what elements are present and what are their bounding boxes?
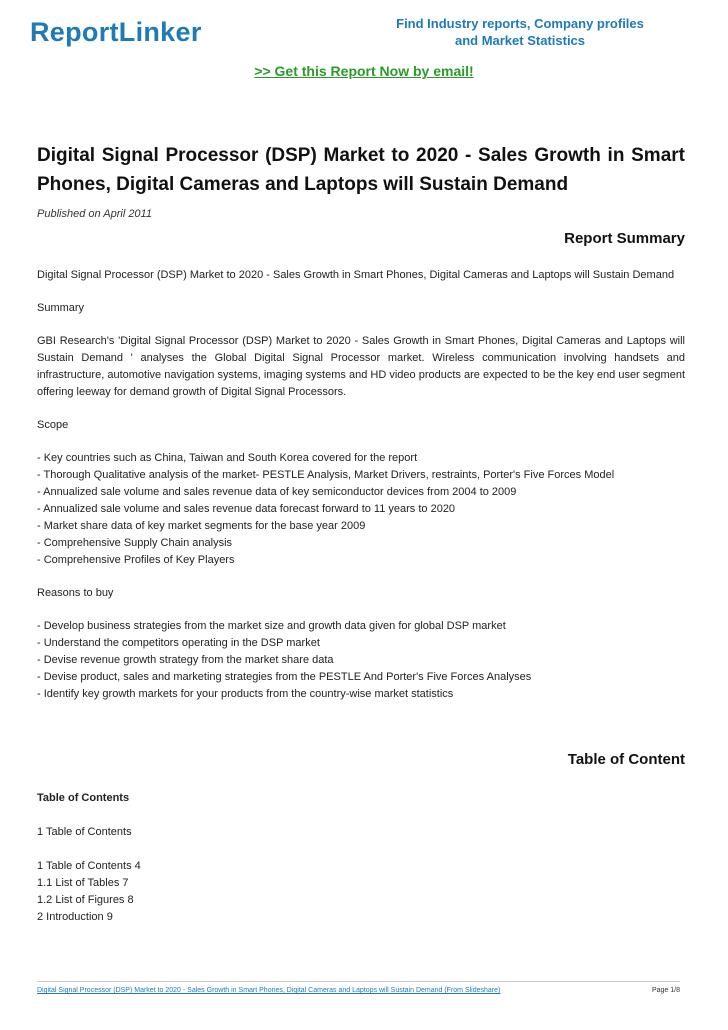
reasons-label: Reasons to buy (37, 587, 114, 599)
table-of-content-heading: Table of Content (567, 751, 685, 768)
list-item: - Market share data of key market segments for the base year 2009 (37, 520, 366, 532)
list-item: - Thorough Qualitative analysis of the market- PESTLE Analysis, Market Drivers, restraints, Porter's Five Forces Model (37, 469, 615, 481)
summary-intro: Digital Signal Processor (DSP) Market to 2020 - Sales Growth in Smart Phones, Digital Cameras and Laptops will Sustain Demand (37, 269, 675, 281)
toc-line-1: 1 Table of Contents (37, 826, 132, 838)
page-number: Page 1/8 (651, 987, 680, 994)
footer-source-link[interactable]: Digital Signal Processor (DSP) Market to 2020 - Sales Growth in Smart Phones, Digital Cameras and Laptops will Sustain Demand (From Slideshare) (37, 987, 501, 994)
list-item: - Understand the competitors operating in the DSP market (37, 637, 320, 649)
tagline-line-1: Find Industry reports, Company profiles (396, 16, 644, 31)
page-footer (37, 981, 680, 994)
list-item: - Devise product, sales and marketing strategies from the PESTLE And Porter's Five Forces Analyses (37, 671, 532, 683)
published-date: Published on April 2011 (37, 208, 152, 220)
toc-item: 1.2 List of Figures 8 (37, 894, 134, 906)
get-report-link[interactable]: >> Get this Report Now by email! (254, 63, 474, 79)
reasons-list (37, 618, 685, 703)
report-title: Digital Signal Processor (DSP) Market to 2020 - Sales Growth in Smart Phones, Digital Cameras and Laptops will Sustain Demand (37, 145, 685, 195)
list-item: - Annualized sale volume and sales revenue data of key semiconductor devices from 2004 to 2009 (37, 486, 517, 498)
reportlinker-logo[interactable]: ReportLinker (30, 17, 202, 47)
tagline-line-2: and Market Statistics (454, 33, 586, 48)
list-item: - Develop business strategies from the market size and growth data given for global DSP market (37, 620, 506, 632)
toc-item: 1.1 List of Tables 7 (37, 877, 129, 889)
toc-item: 2 Introduction 9 (37, 911, 113, 923)
header-tagline (370, 15, 670, 49)
list-item: - Key countries such as China, Taiwan and South Korea covered for the report (37, 452, 418, 464)
scope-label: Scope (37, 419, 69, 431)
list-item: - Comprehensive Profiles of Key Players (37, 554, 235, 566)
summary-label: Summary (37, 302, 85, 314)
summary-text: GBI Research's 'Digital Signal Processor (DSP) Market to 2020 - Sales Growth in Smart Phones, Digital Cameras and Laptops will Sustain Demand ' analyses the Global Digital Signal Processor market. Wireless communication involving handsets and infrastructure, automotive navigation systems, imaging systems and HD video products are expected to be the key end user segment offering leeway for demand growth of Digital Signal Processors. (37, 335, 685, 398)
toc-list (37, 858, 685, 926)
toc-title: Table of Contents (37, 792, 130, 804)
toc-item: 1 Table of Contents 4 (37, 860, 141, 872)
list-item: - Comprehensive Supply Chain analysis (37, 537, 233, 549)
list-item: - Identify key growth markets for your products from the country-wise market statistics (37, 688, 454, 700)
report-content (37, 141, 685, 926)
scope-list (37, 450, 685, 569)
report-summary-heading: Report Summary (564, 230, 685, 247)
list-item: - Devise revenue growth strategy from the market share data (37, 654, 334, 666)
list-item: - Annualized sale volume and sales revenue data forecast forward to 11 years to 2020 (37, 503, 456, 515)
